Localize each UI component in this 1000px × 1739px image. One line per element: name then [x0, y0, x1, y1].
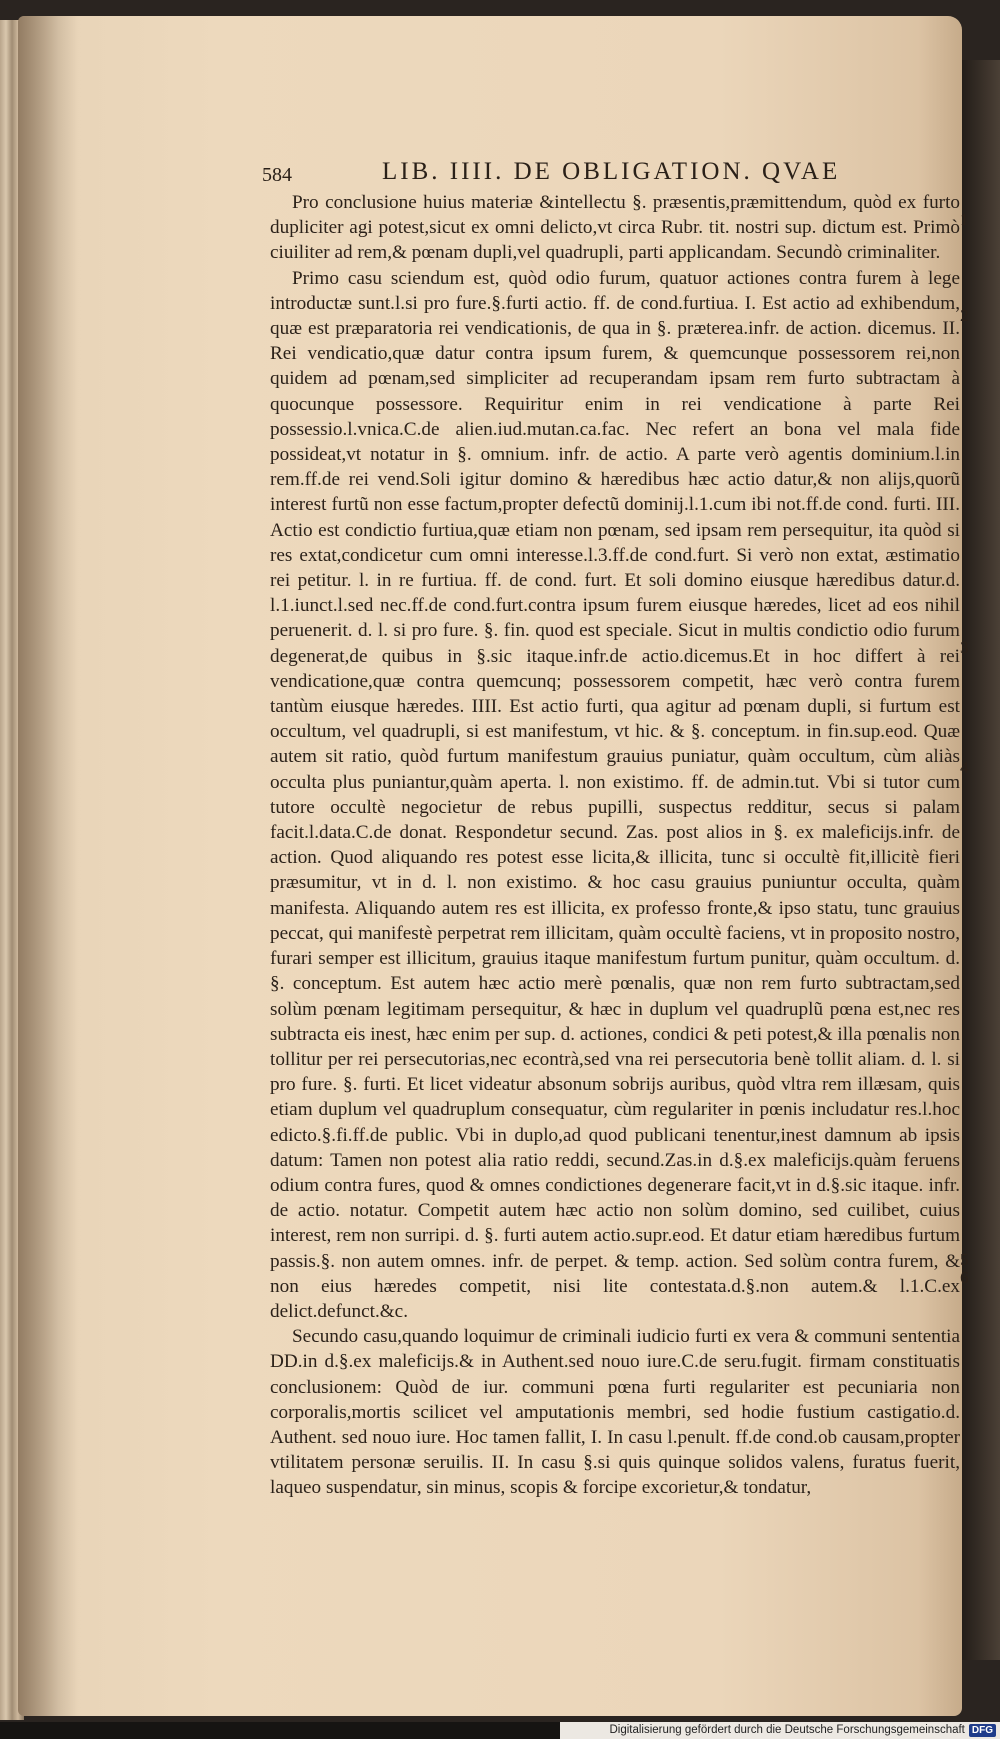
- running-title: LIB. IIII. DE OBLIGATION. QVAE: [382, 158, 841, 185]
- page-header: [262, 158, 902, 188]
- margin-note-6: 6: [960, 1268, 969, 1287]
- gutter-shadow: [18, 16, 78, 1716]
- margin-note-3: 3: [960, 638, 969, 657]
- margin-note-5: 5: [960, 1250, 969, 1269]
- paragraph-1: Pro conclusione huius materiæ &intellectu §. præsentis,præmittendum, quòd ex furto dupliciter agi potest,sicut ex omni delicto,vt circa Rubr. tit. nostri sup. dictum est. Primò ciuiliter ad rem,& pœnam dupli,vel quadrupli, parti applicandam. Secundò criminaliter.: [270, 192, 960, 264]
- digitization-note: Digitalisierung gefördert durch die Deutsche Forschungsgemeinschaft: [609, 1724, 965, 1736]
- margin-note-1: 1: [960, 210, 969, 229]
- margin-note-2: 2: [960, 306, 969, 325]
- dfg-logo: DFG: [969, 1724, 996, 1737]
- body-text: [270, 190, 960, 1501]
- margin-note-4: 4: [960, 758, 969, 777]
- paragraph-2: Primo casu sciendum est, quòd odio furum, quatuor actiones contra furem à lege introductæ sunt.l.si pro fure.§.furti actio. ff. de cond.furtiua. I. Est actio ad exhibendum, quæ est præparatoria rei vendicationis, de qua in §. præterea.infr. de action. dicemus. II. Rei vendicatio,quæ datur contra ipsum furem, & quemcunque possessorem rei,non quidem ad pœnam,sed simpliciter ad recuperandam ipsam rem furto subtractam à quocunque possessore. Requiritur enim in rei vendicatione à parte Rei possessio.l.vnica.C.de alien.iud.mutan.ca.fac. Nec refert an bona vel mala fide possideat,vt notatur in §. omnium. infr. de actio. A parte verò agentis dominium.l.in rem.ff.de rei vend.Soli igitur domino & hæredibus hæc actio datur,& non alijs,quorũ interest furtũ non esse factum,propter defectũ dominij.l.1.cum ibi not.ff.de cond. furti. III. Actio est condictio furtiua,quæ etiam non pœnam, sed ipsam rem persequitur, ita quòd si res extat,condicetur cum omni interesse.l.3.ff.de cond.furt. Si verò non extat, æstimatio rei petitur. l. in re furtiua. ff. de cond. furt. Et soli domino eiusque hæredibus datur.d. l.1.iunct.l.sed nec.ff.de cond.furt.contra ipsum furem eiusque hæredes, licet ad eos nihil peruenerit. d. l. si pro fure. §. fin. quod est speciale. Sicut in multis condictio odio furum degenerat,de quibus in §.sic itaque.infr.de actio.dicemus.Et in hoc differt à rei vendicatione,quæ contra quemcunq; possessorem competit, hæc verò contra furem tantùm eiusque hæredes. IIII. Est actio furti, qua agitur ad pœnam dupli, si furtum est occultum, vel quadrupli, si est manifestum, vt hic. & §. conceptum. in fin.sup.eod. Quæ autem sit ratio, quòd furtum manifestum grauius puniatur, quàm occultum, cùm aliàs occulta plus puniantur,quàm aperta. l. non existimo. ff. de admin.tut. Vbi si tutor cum tutore occultè negocietur de rebus pupilli, suspectus redditur, secus si palam facit.l.data.C.de donat. Respondetur secund. Zas. post alios in §. ex maleficijs.infr. de action. Quod aliquando res potest esse licita,& illicita, tunc si occultè fit,illicitè fieri præsumitur, vt in d. l. non existimo. & hoc casu grauius puniuntur occulta, quàm manifesta. Aliquando autem res est illicita, ex professo fronte,& ipso statu, tunc grauius peccat, qui manifestè perpetrat rem illicitam, quàm occultè faciens, vt in proposito nostro, furari semper est illicitum, grauius itaque manifestum furtum punitur, quàm occultum. d. §. conceptum. Est autem hæc actio merè pœnalis, quæ non rem furto subtractam,sed solùm pœnam legitimam persequitur, & hæc in duplum vel quadruplũ pœna est,nec res subtracta eis inest, hæc enim per sup. d. actiones, condici & peti potest,& illa pœnalis non tollitur per rei persecutorias,nec econtrà,sed vna rei persecutoria benè tollit aliam. d. l. si pro fure. §. furti. Et licet videatur absonum sobrijs auribus, quòd vltra rem illæsam, quis etiam duplum vel quadruplum consequatur, cùm regulariter in pœnis includatur res.l.hoc edicto.§.fi.ff.de public. Vbi in duplo,ad quod publicani tenentur,inest damnum ab ipsis datum: Tamen non potest alia ratio reddi, secund.Zas.in d.§.ex maleficijs.quàm feruens odium contra fures, quod & omnes condictiones degenerare facit,vt in d.§.sic itaque. infr. de actio. notatur. Competit autem hæc actio non solùm domino, sed cuilibet, cuius interest, rem non surripi. d. §. furti autem actio.supr.eod. Et datur etiam hæredibus furtum passis.§. non autem omnes. infr. de perpet. & temp. action. Sed solùm contra furem, & non eius hæredes competit, nisi lite contestata.d.§.non autem.& l.1.C.ex delict.defunct.&c.: [270, 267, 960, 1322]
- digitization-footer: [560, 1722, 1000, 1739]
- paragraph-3: Secundo casu,quando loquimur de criminali iudicio furti ex vera & communi sententia DD.in d.§.ex maleficijs.& in Authent.sed nouo iure.C.de seru.fugit. firmam constituatis conclusionem: Quòd de iur. communi pœna furti regulariter est pecuniaria non corporalis,mortis scilicet vel amputationis membri, sed hodie fustium castigatio.d. Authent. sed nouo iure. Hoc tamen fallit, I. In casu l.penult. ff.de cond.ob causam,propter vtilitatem personæ seruilis. II. In casu §.si quis quinque solidos valens, furatus fuerit, laqueo suspendatur, sin minus, scopis & forcipe excorietur,& tondatur,: [270, 1326, 960, 1499]
- page-number: 584: [262, 164, 292, 186]
